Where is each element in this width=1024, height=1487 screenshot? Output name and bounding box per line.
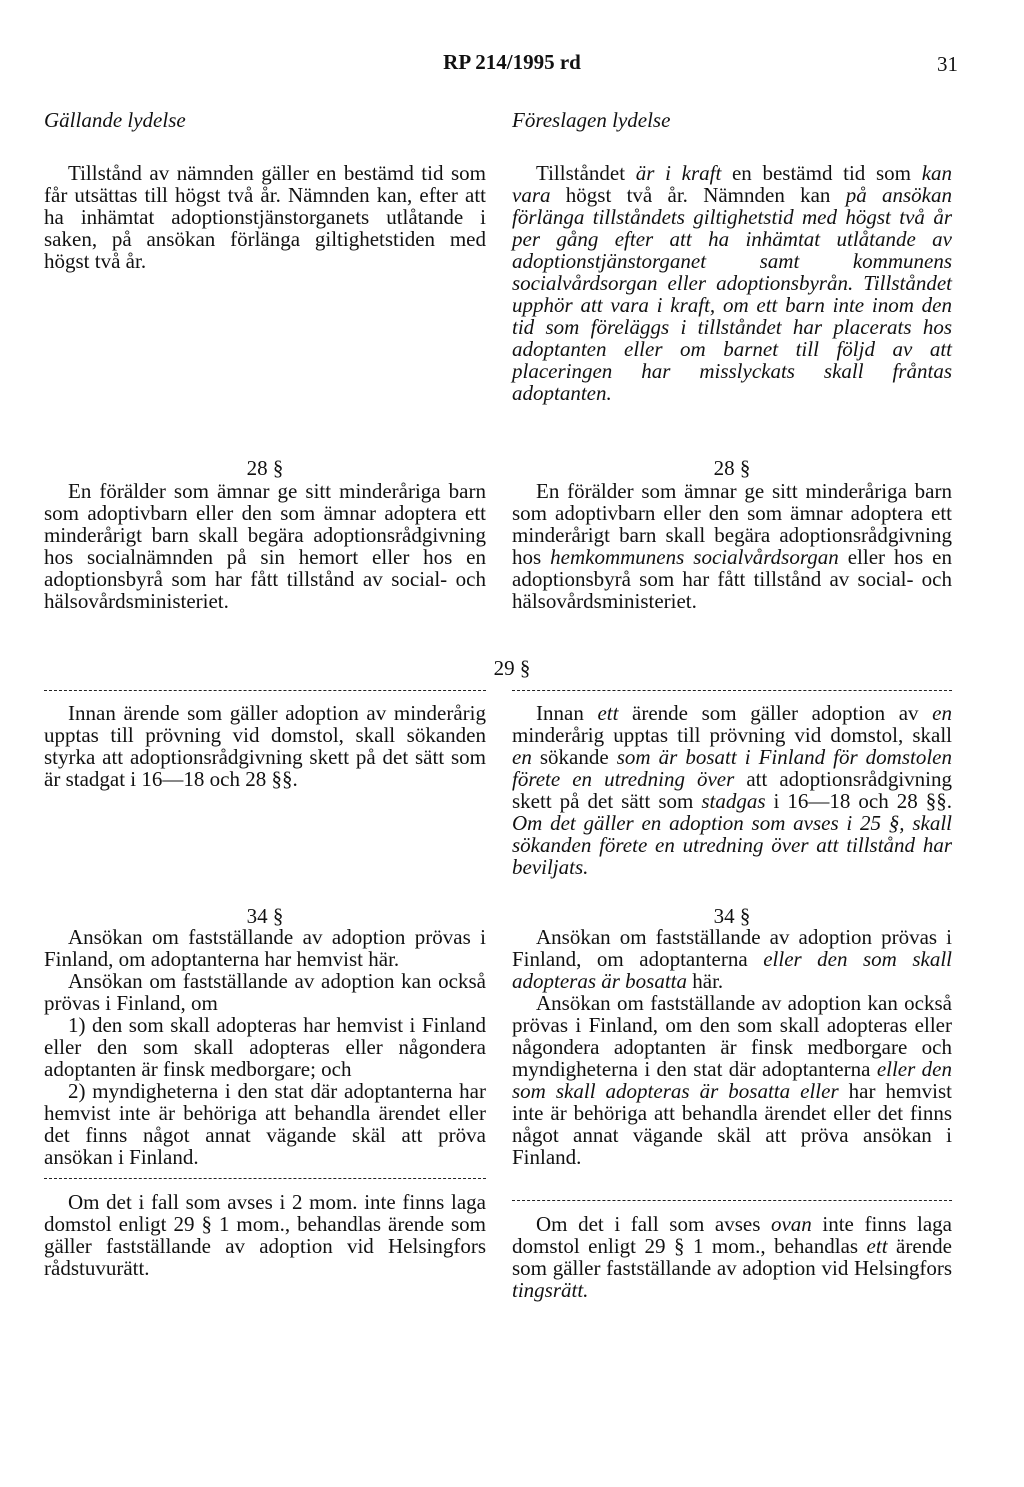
section-28-label-current: 28 §: [246, 456, 284, 480]
paragraph: [512, 992, 952, 1168]
column-heading-current: Gällande lydelse: [44, 108, 186, 132]
text-run: en bestämd tid som: [721, 161, 922, 185]
document-header: RP 214/1995 rd: [443, 50, 581, 74]
current-section-29: [44, 702, 486, 790]
text-run: eller hos en adoptionsbyrå som har fått tillstånd av social- och hälsovårdsministeriet.: [512, 545, 952, 613]
current-section-34: [44, 926, 486, 1279]
paragraph: 2) myndigheterna i den stat där adoptanterna har hemvist inte är behöriga att behandla ärendet eller det finns något annat vägande skäl att pröva ansökan i Finland.: [44, 1079, 486, 1169]
text-run: Ansökan om fastställande av adoption prövas i Finland, om adoptanterna: [512, 925, 952, 971]
paragraph: Ansökan om fastställande av adoption kan också prövas i Finland, om: [44, 969, 486, 1015]
amendment-text: är i kraft: [635, 161, 722, 185]
amendment-text: hemkommunens socialvårdsorgan: [550, 545, 839, 569]
text-run: ärende som gäller fastställande av adoption vid Helsingfors: [512, 1234, 952, 1280]
amendment-text: på ansökan förlänga tillståndets giltighetstid med högst två år per gång efter att ha inhämtat utlåtande av adoptionstjänstorganet samt kommunens socialvårdsorgan eller adoptionsbyrån. Tillståndet upphör att vara i kraft, om ett barn inte inom den tid som föreläggs i tillståndet har placerats hos adoptanten eller om barnet till följd av att placeringen har misslyckats skall fråntas adoptanten.: [512, 183, 952, 405]
amendment-text: en: [932, 701, 952, 725]
text-run: i 16—18 och 28 §§.: [765, 789, 952, 813]
text-run: Om det i fall som avses: [536, 1212, 771, 1236]
paragraph: 1) den som skall adopteras har hemvist i Finland eller den som skall adopteras eller någondera adoptanten är finsk medborgare; och: [44, 1013, 486, 1081]
paragraph: [512, 926, 952, 992]
amendment-text: Om det gäller en adoption som avses i 25 §, skall sökanden förete en utredning över att tillstånd har beviljats.: [512, 811, 952, 879]
text-run: har hemvist inte är behöriga att behandla ärendet eller det finns något annat vägande skäl att pröva ansökan i Finland.: [512, 1079, 953, 1169]
amendment-text: tingsrätt.: [512, 1278, 589, 1302]
amendment-text: kan vara: [512, 161, 953, 207]
amendment-text: eller den som skall adopteras är bosatta eller: [512, 1057, 952, 1103]
text-run: Innan: [536, 701, 598, 725]
page-number: 31: [937, 52, 958, 76]
amendment-text: ett: [866, 1234, 888, 1258]
paragraph: Om det i fall som avses i 2 mom. inte finns laga domstol enligt 29 § 1 mom., behandlas ärende som gäller fastställande av adoption vid Helsingfors rådstuvurätt.: [44, 1190, 486, 1280]
section-34-label-proposed: 34 §: [713, 904, 751, 928]
amendment-text: som är bosatt i Finland för domstolen förete en utredning över: [512, 745, 952, 791]
column-heading-proposed: Föreslagen lydelse: [512, 108, 671, 132]
proposed-section-29: [512, 702, 952, 878]
amendment-text: stadgas: [701, 789, 766, 813]
paragraph: [512, 162, 952, 404]
omission-line: [512, 690, 952, 691]
omission-line: [44, 690, 486, 691]
proposed-section-28: [512, 480, 952, 612]
paragraph: [512, 1213, 952, 1301]
amendment-text: eller den som skall adopteras är bosatta: [512, 947, 952, 993]
amendment-text: en: [512, 745, 532, 769]
section-28-label-proposed: 28 §: [713, 456, 751, 480]
omission-line: [512, 1200, 952, 1201]
proposed-text-block1: [512, 162, 952, 404]
text-run: En förälder som ämnar ge sitt minderåriga barn som adoptivbarn eller den som ämnar adoptera ett minderårigt barn skall begära adoptionsrådgivning hos: [512, 479, 952, 569]
proposed-section-34: [512, 926, 952, 1301]
text-run: inte finns laga domstol enligt 29 § 1 mom., behandlas: [512, 1212, 953, 1258]
text-run: Ansökan om fastställande av adoption kan också prövas i Finland, om den som skall adopteras eller någondera adoptanten är finsk medborgare och myndigheterna i den stat där adoptanterna: [512, 991, 952, 1081]
current-section-28: [44, 480, 486, 612]
current-text-block1: [44, 162, 486, 272]
omission-line: [44, 1178, 486, 1179]
text-run: ärende som gäller adoption av: [618, 701, 933, 725]
amendment-text: ett: [597, 701, 619, 725]
paragraph: [512, 480, 952, 612]
text-run: sökande: [531, 745, 617, 769]
paragraph: Tillstånd av nämnden gäller en bestämd tid som får utsättas till högst två år. Nämnden kan, efter att ha inhämtat adoptionstjänstorganets utlåtande i saken, på ansökan förlänga giltighetstiden med högst två år.: [44, 161, 486, 273]
paragraph: Ansökan om fastställande av adoption prövas i Finland, om adoptanterna har hemvist här.: [44, 925, 486, 971]
text-run: högst två år. Nämnden kan: [550, 183, 846, 207]
text-run: att adoptionsrådgivning skett på det sätt som: [512, 767, 952, 813]
paragraph: [512, 702, 952, 878]
text-run: minderårig upptas till prövning vid domstol, skall: [512, 723, 952, 747]
section-34-label-current: 34 §: [246, 904, 284, 928]
text-run: här.: [687, 969, 724, 993]
amendment-text: ovan: [770, 1212, 812, 1236]
paragraph: Innan ärende som gäller adoption av minderårig upptas till prövning vid domstol, skall sökanden styrka att adoptionsrådgivning skett på det sätt som är stadgat i 16—18 och 28 §§.: [44, 701, 486, 791]
paragraph: En förälder som ämnar ge sitt minderåriga barn som adoptivbarn eller den som ämnar adoptera ett minderårigt barn skall begära adoptionsrådgivning hos socialnämnden på sin hemort eller hos en adoptionsbyrå som har fått tillstånd av social- och hälsovårdsministeriet.: [44, 479, 486, 613]
text-run: Tillståndet: [536, 161, 636, 185]
section-29-label: 29 §: [493, 656, 531, 680]
